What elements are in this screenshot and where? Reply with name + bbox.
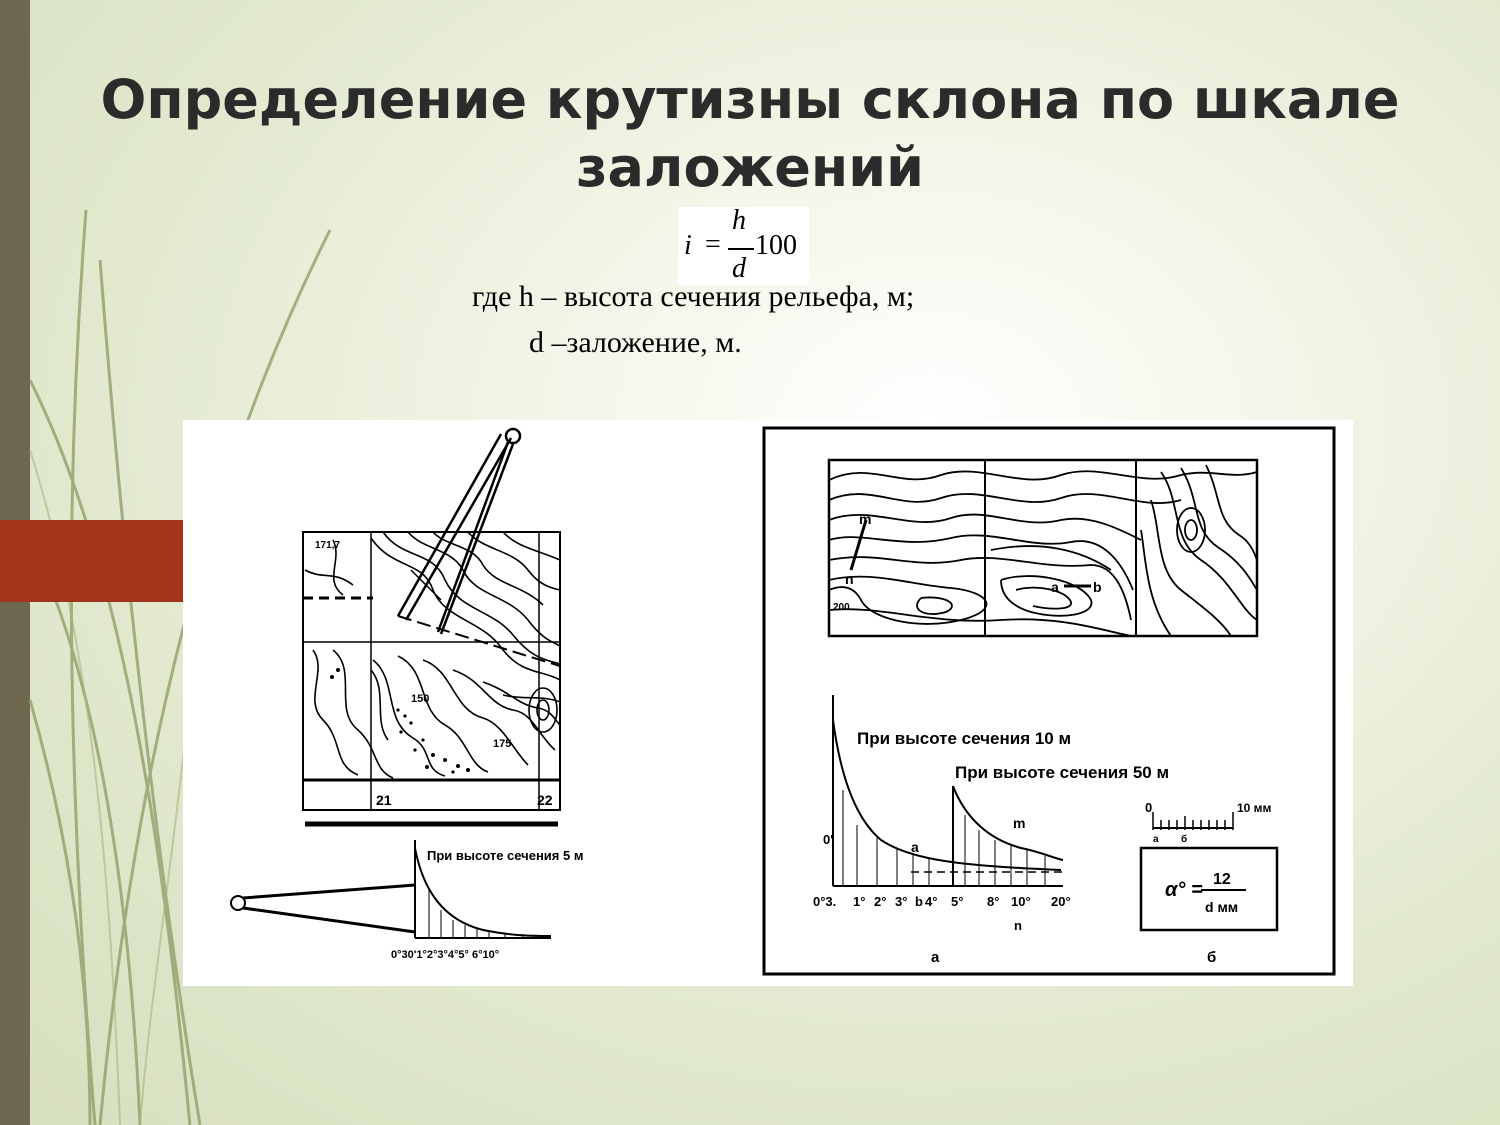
contour-175-label: 175	[493, 738, 512, 750]
tick-5: 5°	[951, 894, 964, 909]
tick-8: 8°	[987, 894, 1000, 909]
formula-i: i	[684, 230, 692, 261]
left-scale-ticks: 0°30'1°2°3°4°5° 6°10°	[391, 949, 500, 961]
label-m-top: m	[859, 511, 872, 527]
ruler-zero-label: 0	[1145, 800, 1153, 815]
tick-2: 2°	[874, 894, 887, 909]
angle-formula-lhs: α° =	[1165, 879, 1203, 901]
tick-b: b	[915, 894, 923, 909]
caption-10m: При высоте сечения 10 м	[857, 729, 1072, 748]
formula-equals: =	[705, 229, 721, 260]
left-scale-caption: При высоте сечения 5 м	[427, 848, 584, 863]
tick-4: 4°	[925, 894, 938, 909]
where-line-2: d –заложение, м.	[529, 326, 742, 359]
grid-label-22: 22	[537, 792, 553, 808]
label-b-top: b	[1093, 579, 1102, 595]
panel-label-a: а	[931, 949, 940, 966]
contour-map-frame	[829, 460, 1257, 636]
graph-label-n: n	[1014, 918, 1022, 933]
spot-height-label: 171,7	[315, 540, 341, 551]
tick-1: 1°	[853, 894, 866, 909]
angle-formula-numerator: 12	[1213, 871, 1231, 888]
right-figure-frame	[764, 428, 1334, 974]
graph-label-m: m	[1013, 815, 1026, 831]
formula-denominator: d	[732, 253, 746, 284]
contour-150-label: 150	[411, 693, 430, 705]
where-line-1: где h – высота сечения рельефа, м;	[472, 280, 915, 313]
label-200: 200	[833, 602, 850, 613]
slope-formula	[678, 207, 809, 285]
axis-zero-label: 0'	[823, 832, 834, 847]
caption-50m: При высоте сечения 50 м	[955, 763, 1170, 782]
formula-factor: 100	[755, 230, 797, 261]
label-a-top: a	[1051, 579, 1059, 595]
label-n-top: n	[845, 571, 854, 587]
ruler-a-label: a	[1153, 834, 1159, 845]
panel-label-b: б	[1207, 949, 1217, 966]
red-accent-tab	[0, 520, 183, 602]
ruler-end-label: 10 мм	[1237, 801, 1272, 815]
ruler-b-label: б	[1181, 834, 1188, 845]
map-frame	[303, 532, 560, 780]
tick-3: 3°	[895, 894, 908, 909]
formula-numerator: h	[732, 205, 746, 236]
angle-formula-denominator: d мм	[1205, 899, 1239, 915]
slide-title: Определение крутизны склона по шкале заложений	[100, 68, 1400, 199]
figure-scale-of-slopes	[761, 420, 1353, 986]
formula-fraction-bar	[728, 248, 754, 250]
graph-label-a: a	[911, 839, 919, 855]
tick-10: 10°	[1011, 894, 1031, 909]
grid-label-21: 21	[376, 792, 392, 808]
tick-20: 20°	[1051, 894, 1071, 909]
tick-0: 0°3.	[813, 894, 837, 909]
figure-map-with-dividers	[183, 420, 761, 986]
